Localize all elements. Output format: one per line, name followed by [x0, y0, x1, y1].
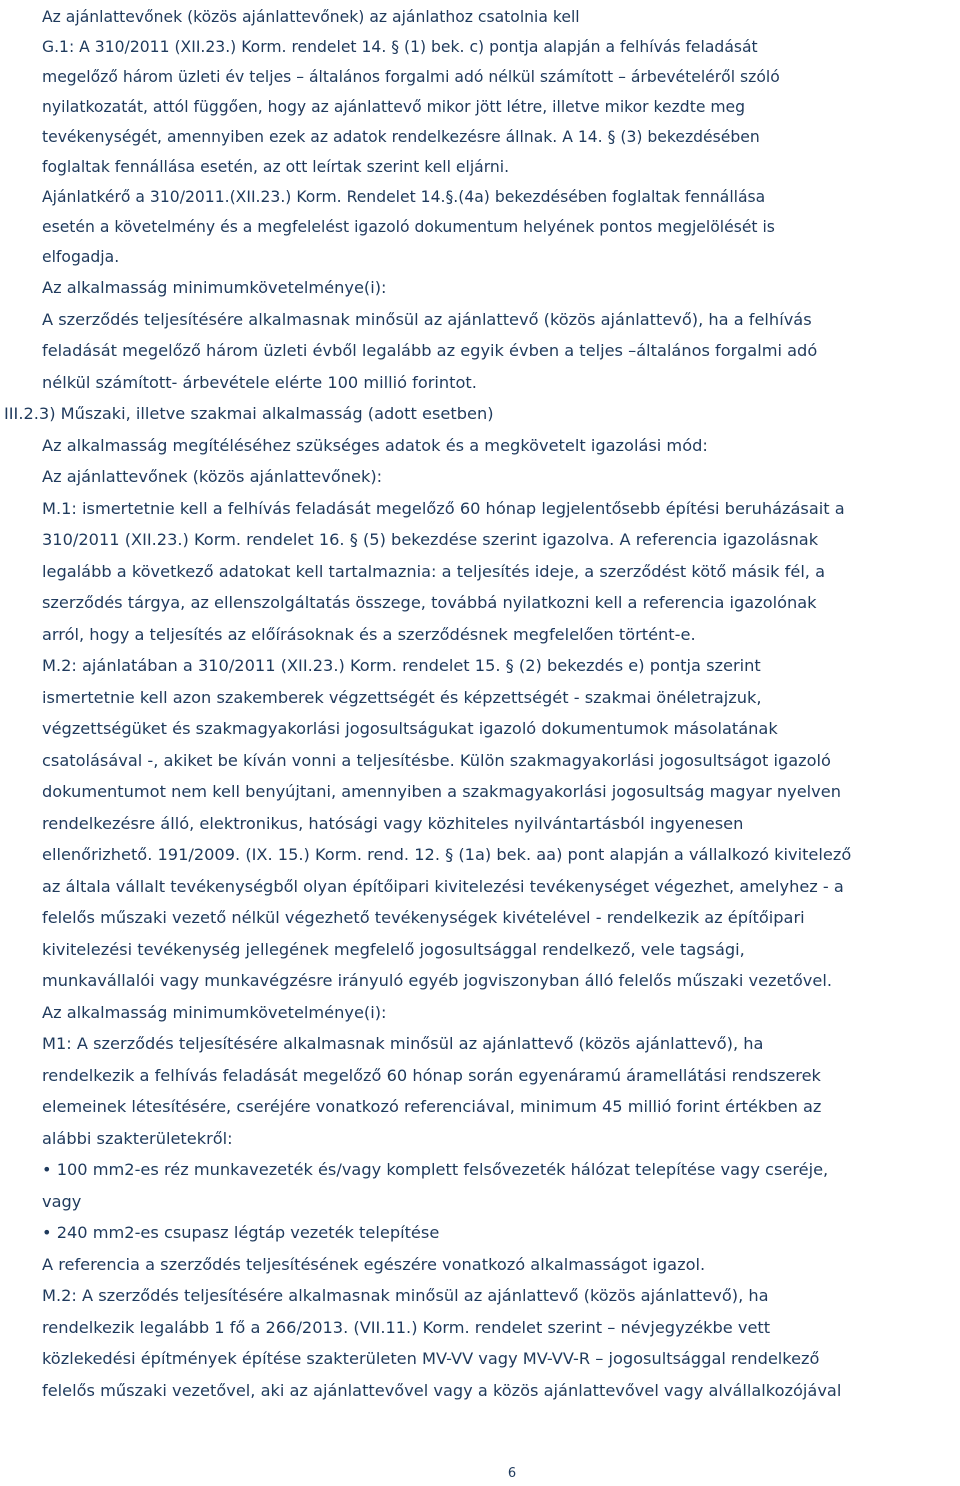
document-body: [4, 2, 958, 1406]
text-line: dokumentumot nem kell benyújtani, amennyiben a szakmagyakorlási jogosultság magyar nyelven: [42, 782, 841, 801]
text-line: rendelkezik legalább 1 fő a 266/2013. (VII.11.) Korm. rendelet szerint – névjegyzékbe vett: [42, 1317, 771, 1337]
text-line: nyilatkozatát, attól függően, hogy az ajánlattevő mikor jött létre, illetve mikor kezdte meg: [42, 98, 746, 116]
text-line: tevékenységét, amennyiben ezek az adatok rendelkezésre állnak. A 14. § (3) bekezdésében: [42, 128, 760, 146]
text-line: arról, hogy a teljesítés az előírásoknak és a szerződésnek megfelelően történt-e.: [42, 624, 696, 644]
text-line: A szerződés teljesítésére alkalmasnak minősül az ajánlattevő (közös ajánlattevő), ha a felhívás: [42, 309, 812, 329]
text-line: M1: A szerződés teljesítésére alkalmasnak minősül az ajánlattevő (közös ajánlattevő), ha: [42, 1034, 764, 1053]
text-line: szerződés tárgya, az ellenszolgáltatás összege, továbbá nyilatkozni kell a referencia igazolónak: [42, 593, 817, 612]
text-line: esetén a követelmény és a megfelelést igazoló dokumentum helyének pontos megjelölését is: [42, 218, 775, 236]
text-line: nélkül számított- árbevétele elérte 100 millió forintot.: [42, 372, 477, 392]
text-line: felelős műszaki vezetővel, aki az ajánlattevővel vagy a közös ajánlattevővel vagy alvállalkozójával: [42, 1380, 842, 1400]
bullet-item: • 100 mm2-es réz munkavezeték és/vagy komplett felsővezeték hálózat telepítése vagy cseréje,: [42, 1160, 829, 1179]
text-line: Ajánlatkérő a 310/2011.(XII.23.) Korm. Rendelet 14.§.(4a) bekezdésében foglaltak fennállása: [42, 188, 766, 206]
text-line: elemeinek létesítésére, cseréjére vonatkozó referenciával, minimum 45 millió forint értékben az: [42, 1097, 822, 1116]
section-subheading: Az alkalmasság minimumkövetelménye(i):: [42, 1002, 387, 1022]
page-number: 6: [507, 1466, 517, 1481]
text-line: rendelkezésre álló, elektronikus, hatósági vagy közhiteles nyilvántartásból ingyenesen: [42, 813, 744, 833]
text-line: A referencia a szerződés teljesítésének egészére vonatkozó alkalmasságot igazol.: [42, 1254, 706, 1274]
text-line: legalább a következő adatokat kell tartalmaznia: a teljesítés ideje, a szerződést kötő másik fél, a: [42, 561, 826, 581]
text-line: M.1: ismertetnie kell a felhívás feladását megelőző 60 hónap legjelentősebb építési beruházásait a: [42, 498, 845, 518]
text-line: M.2: A szerződés teljesítésére alkalmasnak minősül az ajánlattevő (közös ajánlattevő), ha: [42, 1286, 769, 1305]
text-line: ismertetnie kell azon szakemberek végzettségét és képzettségét - szakmai önéletrajzuk,: [42, 687, 762, 707]
text-line: feladását megelőző három üzleti évből legalább az egyik évben a teljes –általános forgalmi adó: [42, 341, 818, 360]
section-heading: III.2.3) Műszaki, illetve szakmai alkalmasság (adott esetben): [4, 404, 494, 423]
text-line: az általa vállalt tevékenységből olyan építőipari kivitelezési tevékenységet végezhet, amelyhez - a: [42, 876, 844, 896]
text-line: rendelkezik a felhívás feladását megelőző 60 hónap során egyenáramú áramellátási rendszerek: [42, 1065, 821, 1085]
text-line: munkavállalói vagy munkavégzésre irányuló egyéb jogviszonyban álló felelős műszaki vezetővel.: [42, 971, 832, 990]
text-line: kivitelezési tevékenység jellegének megfelelő jogosultsággal rendelkező, vele tagsági,: [42, 939, 745, 959]
text-line: G.1: A 310/2011 (XII.23.) Korm. rendelet 14. § (1) bek. c) pontja alapján a felhívás feladását: [42, 38, 758, 56]
text-line: foglaltak fennállása esetén, az ott leírtak szerint kell eljárni.: [42, 158, 510, 176]
section-subheading: Az alkalmasság minimumkövetelménye(i):: [42, 278, 387, 297]
bullet-item: • 240 mm2-es csupasz légtáp vezeték telepítése: [42, 1223, 440, 1242]
text-line: M.2: ajánlatában a 310/2011 (XII.23.) Korm. rendelet 15. § (2) bekezdés e) pontja szerint: [42, 656, 761, 675]
text-line: vagy: [42, 1191, 82, 1211]
text-line: csatolásával -, akiket be kíván vonni a teljesítésbe. Külön szakmagyakorlási jogosultságot igazoló: [42, 750, 831, 770]
text-line: Az ajánlattevőnek (közös ajánlattevőnek) az ajánlathoz csatolnia kell: [42, 8, 580, 26]
text-line: 310/2011 (XII.23.) Korm. rendelet 16. § (5) bekezdése szerint igazolva. A referencia igazolásnak: [42, 530, 819, 549]
text-line: ellenőrizhető. 191/2009. (IX. 15.) Korm. rend. 12. § (1a) bek. aa) pont alapján a vállalkozó kivitelező: [42, 845, 852, 864]
text-line: végzettségüket és szakmagyakorlási jogosultságukat igazoló dokumentumok másolatának: [42, 719, 778, 738]
text-line: felelős műszaki vezető nélkül végezhető tevékenységek kivételével - rendelkezik az építőipari: [42, 908, 805, 927]
section-subheading: Az alkalmasság megítéléséhez szükséges adatok és a megkövetelt igazolási mód:: [42, 435, 708, 455]
text-line: megelőző három üzleti év teljes – általános forgalmi adó nélkül számított – árbevételéről szóló: [42, 68, 780, 86]
text-line: közlekedési építmények építése szakterületen MV-VV vagy MV-VV-R – jogosultsággal rendelkező: [42, 1349, 820, 1368]
text-line: alábbi szakterületekről:: [42, 1128, 233, 1148]
text-line: Az ajánlattevőnek (közös ajánlattevőnek):: [42, 467, 383, 486]
text-line: elfogadja.: [42, 248, 120, 266]
